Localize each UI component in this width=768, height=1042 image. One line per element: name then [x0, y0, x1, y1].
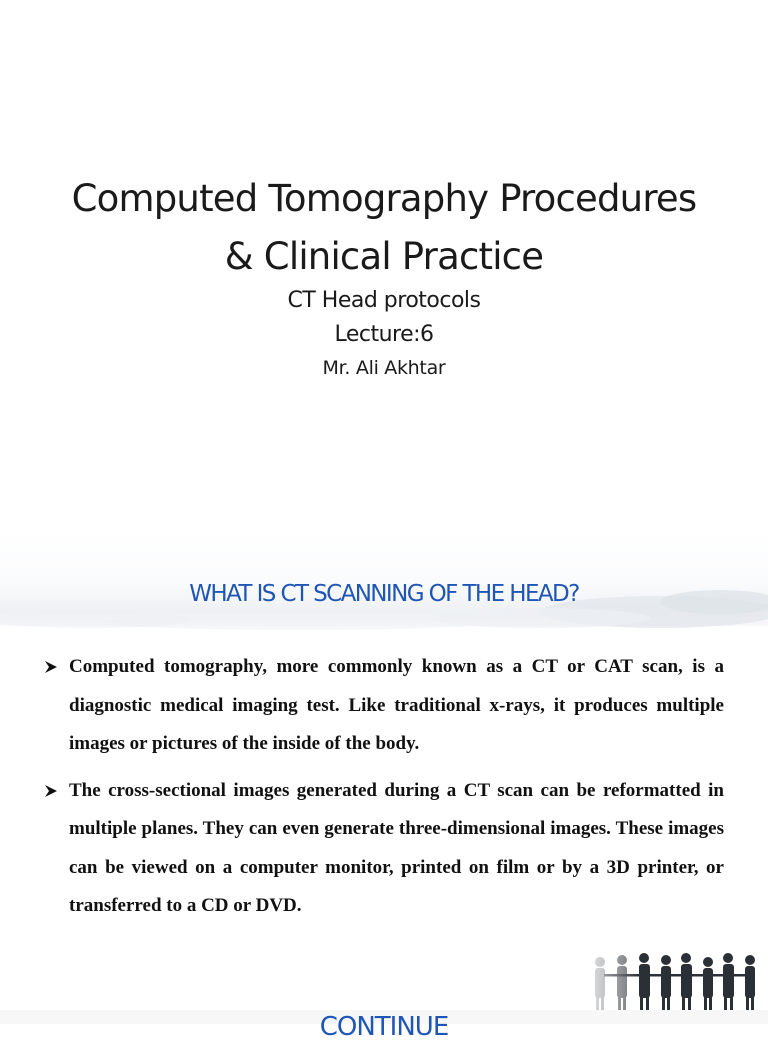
section-heading: WHAT IS CT SCANNING OF THE HEAD?	[189, 581, 579, 607]
main-title	[0, 170, 768, 286]
main-title-line-1: Computed Tomography Procedures	[71, 177, 697, 220]
title-details	[0, 284, 768, 384]
main-title-line-2: & Clinical Practice	[224, 235, 544, 278]
arrowhead-bullet-icon	[44, 660, 58, 674]
next-slide-heading: CONTINUE	[319, 1012, 449, 1042]
lecture-number: Lecture:6	[334, 322, 434, 347]
list-item	[44, 648, 724, 764]
content-slide	[0, 530, 768, 1024]
header-band	[0, 530, 768, 626]
author-name: Mr. Ali Akhtar	[322, 357, 446, 379]
bullet-text: Computed tomography, more commonly known as a CT or CAT scan, is a diagnostic medical imaging test. Like traditional x-rays, it produces multiple images or pictures of the inside of the body.	[69, 656, 724, 754]
subtitle: CT Head protocols	[287, 288, 481, 313]
list-item	[44, 772, 724, 926]
next-slide-peek	[0, 1010, 768, 1042]
bullet-text: The cross-sectional images generated during a CT scan can be reformatted in multiple planes. They can even generate three-dimensional images. These images can be viewed on a computer monitor, printed on film or by a 3D printer, or transferred to a CD or DVD.	[69, 779, 724, 916]
arrowhead-bullet-icon	[44, 784, 58, 798]
bullet-list	[44, 648, 724, 934]
